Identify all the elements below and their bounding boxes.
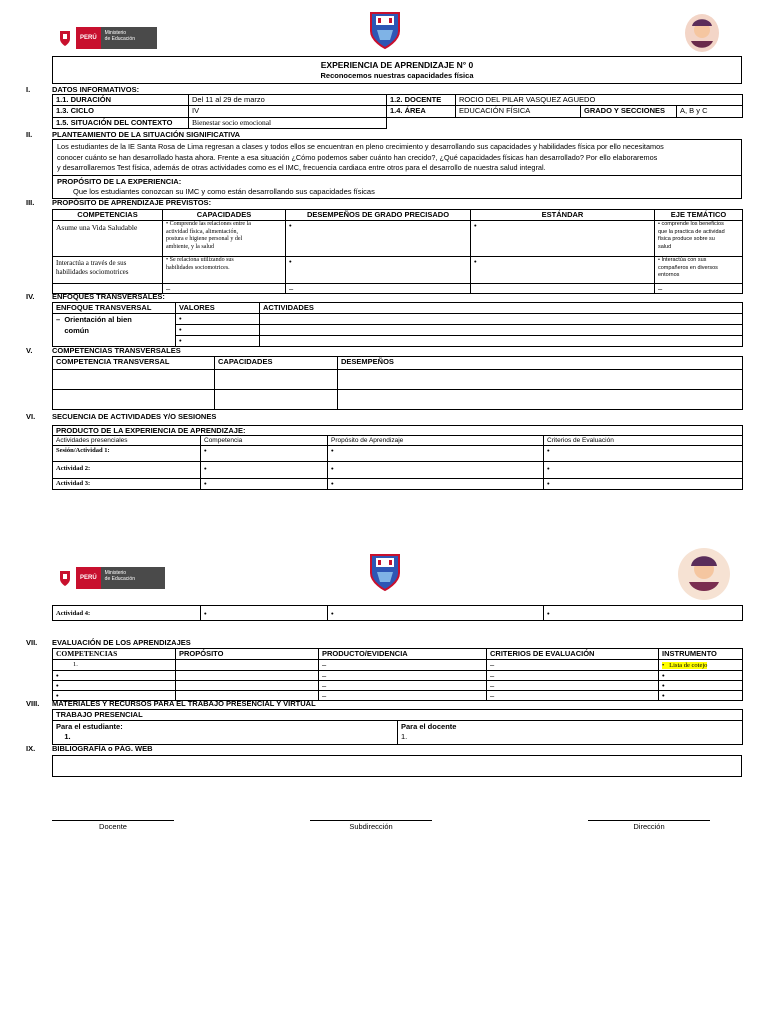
activity-row-label: Actividad 2: [53,462,201,479]
estudiante-cell: Para el estudiante: 1. [53,721,398,745]
proposito-table [52,209,743,294]
dash-cell: – [319,681,487,691]
page-subtitle: Reconocemos nuestras capacidades física [320,71,474,80]
dash-cell: – [319,671,487,681]
area-value: EDUCACIÓN FÍSICA [456,106,581,118]
signature-label: Docente [99,822,127,831]
saint-rosa-icon [683,13,721,55]
section-title: COMPETENCIAS TRANSVERSALES [52,346,181,355]
contexto-label: 1.5. SITUACIÓN DEL CONTEXTO [53,118,189,129]
activity-row-label: Actividad 4: [53,606,201,621]
proposito-value: Que los estudiantes conozcan su IMC y como están desarrollando sus capacidades físicas [73,187,375,196]
signature-label: Dirección [633,822,665,831]
dash-cell: – [487,671,659,681]
enfoques-table [52,302,743,347]
section-number: V. [26,346,33,355]
section-number: II. [26,130,33,139]
competencia-cell: Asume una Vida Saludable [53,221,163,257]
table-header: CAPACIDADES [215,357,338,370]
contexto-value: Bienestar socio emocional [189,118,387,129]
bibliografia-box [52,755,742,777]
bullet-cell: • [328,606,544,621]
situacion-text: conocer cuánto se han desarrollado hasta ahora. Frente a esa situación ¿Cómo podemos saber cuánto han crecido?, ¿Qué capacidades físicas han desarrollado? Por ello elaboraremos [57,152,658,162]
table-header: Propósito de Aprendizaje [328,436,544,446]
ministry-label: Ministerio de Educación [101,27,157,49]
secuencia-table-cont [52,605,743,621]
bullet-cell: • [328,462,544,479]
signature-label: Subdirección [349,822,393,831]
datos-table [52,94,743,129]
bullet-cell: • [201,462,328,479]
section-number: IV. [26,292,35,301]
table-header: CAPACIDADES [163,210,286,221]
section-number: I. [26,85,31,94]
secuencia-table [52,425,743,490]
proposito-label: PROPÓSITO DE LA EXPERIENCIA: [57,177,182,186]
section-title: PROPÓSITO DE APRENDIZAJE PREVISTOS: [52,198,212,207]
bullet-cell: • [53,681,176,691]
valor-cell: • [176,325,260,336]
peru-shield-icon [54,27,76,49]
bullet-cell: • [544,446,743,462]
table-header: PROPÓSITO [176,649,319,660]
eje-cell: • comprende los beneficios que la practica de actividad física produce sobre su salud [655,221,743,257]
ciclo-label: 1.3. CICLO [53,106,189,118]
duracion-value: Del 11 al 29 de marzo [189,95,387,106]
dash-cell: – [487,660,659,671]
eval-cell: 1. [53,660,176,671]
section-title: EVALUACIÓN DE LOS APRENDIZAJES [52,638,191,647]
section-number: VI. [26,412,36,421]
grado-label: GRADO Y SECCIONES [581,106,677,118]
ministry-logo [54,567,165,589]
dash-cell: – [487,681,659,691]
estandar-cell: • [471,221,655,257]
comp-trans-table [52,356,743,410]
table-header: COMPETENCIA TRANSVERSAL [53,357,215,370]
peru-label: PERÚ [76,27,101,49]
dash-cell: – [319,691,487,701]
table-header: DESEMPEÑOS [338,357,743,370]
table-header: PRODUCTO/EVIDENCIA [319,649,487,660]
table-header: Criterios de Evaluación [544,436,743,446]
table-header: VALORES [176,303,260,314]
bullet-cell: • [201,606,328,621]
desempeno-cell: • [286,221,471,257]
section-number: III. [26,198,35,207]
section-title: DATOS INFORMATIVOS: [52,85,140,94]
competencia-cell: Interactúa a través de sus habilidades sociomotrices [53,257,163,284]
table-header: ESTÁNDAR [471,210,655,221]
materiales-table [52,709,743,745]
bullet-cell: • [544,479,743,490]
presencial-label: TRABAJO PRESENCIAL [53,710,743,721]
dash-cell: – [163,284,286,294]
valor-cell: • [176,336,260,347]
table-header: COMPETENCIAS [53,210,163,221]
dash-cell: – [319,660,487,671]
ministry-logo [54,27,157,49]
activity-row-label: Actividad 3: [53,479,201,490]
enfoque-cell: – Orientación al bien común [53,314,176,347]
bullet-cell: • [201,479,328,490]
section-title: ENFOQUES TRANSVERSALES: [52,292,165,301]
table-header: DESEMPEÑOS DE GRADO PRECISADO [286,210,471,221]
dash-cell: – [655,284,743,294]
page-title: EXPERIENCIA DE APRENDIZAJE N° 0 [320,60,474,70]
bullet-cell: • [544,606,743,621]
signature-line [310,820,432,821]
section-number: VII. [26,638,38,647]
section-title: PLANTEAMIENTO DE LA SITUACIÓN SIGNIFICATIVA [52,130,241,139]
ciclo-value: IV [189,106,387,118]
table-header: ACTIVIDADES [260,303,743,314]
table-header: INSTRUMENTO [659,649,743,660]
ministry-label: Ministerio de Educación [101,567,165,589]
producto-label: PRODUCTO DE LA EXPERIENCIA DE APRENDIZAJE: [53,426,743,436]
title-box [52,56,742,84]
bullet-cell: • [659,671,743,681]
docente-label: 1.2. DOCENTE [387,95,456,106]
bullet-cell: • [53,691,176,701]
capacidad-cell: • Se relaciona utilizando sus habilidades sociomotrices. [163,257,286,284]
bullet-cell: • [201,446,328,462]
desempeno-cell: • [286,257,471,284]
area-label: 1.4. ÁREA [387,106,456,118]
activity-row-label: Sesión/Actividad 1: [53,446,201,462]
table-header: CRITERIOS DE EVALUACIÓN [487,649,659,660]
instrumento-cell: • Lista de cotejo [659,660,743,671]
section-number: VIII. [26,699,40,708]
saint-rosa-icon [677,546,731,604]
dash-cell: – [487,691,659,701]
grado-value: A, B y C [677,106,743,118]
valor-cell: • [176,314,260,325]
bullet-cell: • [328,446,544,462]
table-header: ENFOQUE TRANSVERSAL [53,303,176,314]
docente-cell: Para el docente 1. [398,721,743,745]
capacidad-cell: • Comprende las relaciones entre la actividad física, alimentación, postura e higiene personal y del ambiente, y la salud [163,221,286,257]
estandar-cell: • [471,257,655,284]
signature-line [52,820,174,821]
table-header: Competencia [201,436,328,446]
section-number: IX. [26,744,36,753]
bullet-cell: • [544,462,743,479]
bullet-cell: • [659,691,743,701]
section-title: SECUENCIA DE ACTIVIDADES Y/O SESIONES [52,412,217,421]
docente-value: ROCIO DEL PILAR VASQUEZ AGUEDO [456,95,743,106]
evaluacion-table [52,648,743,701]
peru-label: PERÚ [76,567,101,589]
section-title: BIBLIOGRAFÍA o PÁG. WEB [52,744,153,753]
situacion-box [52,139,742,199]
table-header: EJE TEMÁTICO [655,210,743,221]
situacion-text: Los estudiantes de la IE Santa Rosa de Lima regresan a clases y todos ellos se encuentran en pleno crecimiento y desarrollando sus capacidades y habilidades física por ello necesitamos [57,142,664,151]
bullet-cell: • [659,681,743,691]
bullet-cell: • [328,479,544,490]
school-crest-icon [368,10,402,52]
table-header: Actividades presenciales [53,436,201,446]
eje-cell: • Interactúa con sus compañeros en diversos entornos [655,257,743,284]
signature-line [588,820,710,821]
bullet-cell: • [53,671,176,681]
duracion-label: 1.1. DURACIÓN [53,95,189,106]
table-header: COMPETENCIAS [53,649,176,660]
situacion-text: y desarrollaremos Test física, además de otras actividades como es el IMC, frecuencia cardiaca entre otros para el desarrollo de nuestra salud integral. [57,163,546,172]
school-crest-icon [368,552,402,594]
section-title: MATERIALES Y RECURSOS PARA EL TRABAJO PRESENCIAL Y VIRTUAL [52,699,316,708]
peru-shield-icon [54,567,76,589]
dash-cell: – [286,284,471,294]
